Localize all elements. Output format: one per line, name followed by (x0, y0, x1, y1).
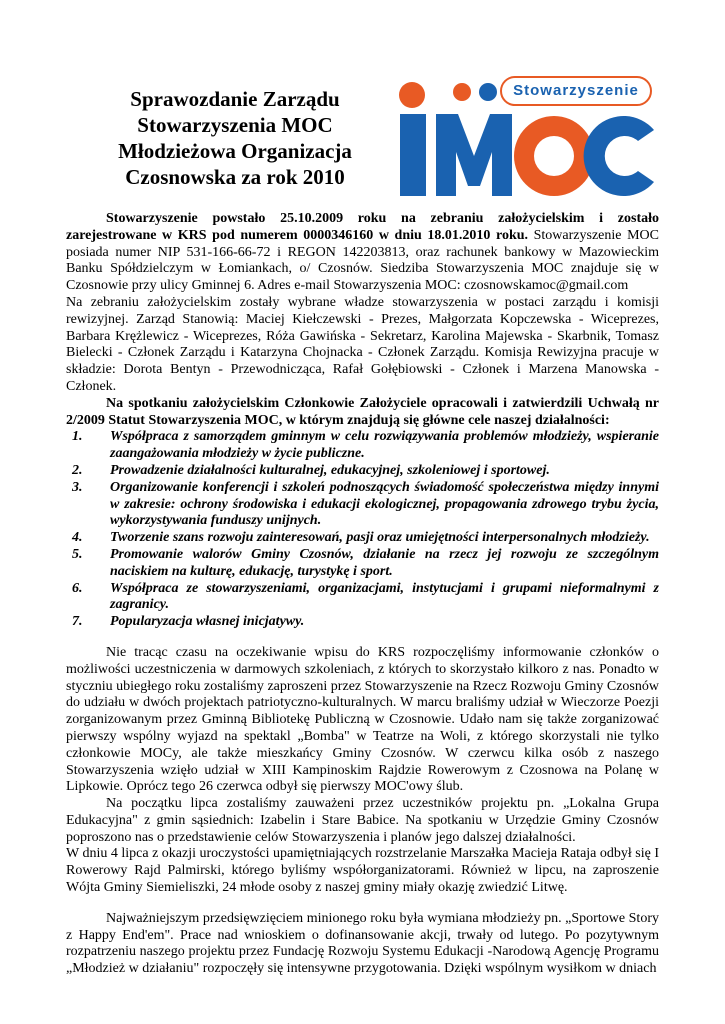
list-item (66, 581, 659, 615)
statute-intro-text: Na spotkaniu założycielskim Członkowie Założyciele opracowali i zatwierdzili Uchwałą nr 2/2009 Statut Stowarzyszenia MOC, w którym znajdują się główne cele naszej działalności: (66, 395, 659, 428)
goal-number: 7. (72, 614, 83, 630)
goal-number: 1. (72, 429, 83, 445)
list-item (66, 530, 659, 547)
intro-paragraph (66, 211, 659, 295)
goal-text: Promowanie walorów Gminy Czosnów, działanie na rzecz jej rozwoju ze szczególnym naciskiem na kulturę, edukację, turystykę i sport. (110, 546, 659, 579)
title-line: Sprawozdanie Zarządu (130, 87, 340, 111)
goal-text: Współpraca ze stowarzyszeniami, organizacjami, instytucjami i grupami nieformalnymi z zagranicy. (110, 580, 659, 613)
goal-text: Tworzenie szans rozwoju zainteresowań, pasji oraz umiejętności interpersonalnych młodzieży. (110, 530, 650, 546)
list-item (66, 614, 659, 631)
list-item (66, 547, 659, 581)
list-item (66, 480, 659, 530)
title-line: Stowarzyszenia MOC (137, 113, 333, 137)
title-line: Młodzieżowa Organizacja (118, 139, 352, 163)
logo-tag: Stowarzyszenie (500, 76, 652, 106)
exchange-paragraph: Najważniejszym przedsięwzięciem minionego roku była wymiana młodzieży pn. „Sportowe Story z Happy End'em". Prace nad wnioskiem o dofinansowanie akcji, trwały od lutego. Po pozytywnym rozpatrzeniu naszego projektu przez Fundację Rozwoju Systemu Edukacji -Narodową Agencję Programu „Młodzież w działaniu" rozpoczęły się intensywne przygotowania. Dzięki wspólnym wysiłkom w dniach (66, 910, 659, 977)
report-body (66, 211, 659, 978)
goal-text: Prowadzenie działalności kulturalnej, edukacyjnej, szkoleniowej i sportowej. (110, 462, 550, 478)
goal-text: Popularyzacja własnej inicjatywy. (110, 614, 305, 630)
moc-logo (396, 68, 658, 210)
goal-number: 2. (72, 462, 83, 478)
goal-number: 4. (72, 530, 83, 546)
list-item (66, 463, 659, 480)
list-item (66, 429, 659, 463)
title-line: Czosnowska za rok 2010 (125, 165, 345, 189)
intro-bold-lead: Stowarzyszenie powstało 25.10.2009 roku na zebraniu założycielskim i zostało zarejestrowane w KRS pod numerem 0000346160 w dniu 18.01.2010 roku. (66, 211, 659, 243)
board-paragraph: Na zebraniu założycielskim zostały wybrane władze stowarzyszenia w postaci zarządu i komisji rewizyjnej. Zarząd Stanowią: Maciej Kiełczewski - Prezes, Małgorzata Kopczewska - Wiceprezes, Barbara Krężlewicz - Wiceprezes, Róża Gawińska - Sekretarz, Karolina Majewska - Skarbnik, Tomasz Bielecki - Członek Zarządu i Katarzyna Chojnacka - Członek Zarządu. Komisja Rewizyjna pracuje w składzie: Dorota Bentyn - Przewodnicząca, Rafał Gołębiowski - Członek i Marzena Manowska - Członek. (66, 294, 659, 394)
statute-intro (66, 396, 659, 430)
goal-text: Współpraca z samorządem gminnym w celu rozwiązywania problemów młodzieży, wspieranie zaangażowania młodzieży w życie publiczne. (110, 429, 659, 462)
goal-number: 5. (72, 546, 83, 562)
july-paragraph: Na początku lipca zostaliśmy zauważeni przez uczestników projektu pn. „Lokalna Grupa Edukacyjna" z gmin sąsiednich: Izabelin i Stare Babice. Na spotkaniu w Urzędzie Gminy Czosnów poproszono nas o przedstawienie celów Stowarzyszenia i planów jego dalszej działalności. (66, 796, 659, 845)
page-title (80, 86, 390, 190)
goal-text: Organizowanie konferencji i szkoleń podnoszących świadomość społeczeństwa między innymi w zakresie: ochrony środowiska i edukacji ekologicznej, propagowania zdrowego trybu życia, wykorzystywania funduszy unijnych. (110, 479, 659, 529)
goal-number: 3. (72, 479, 83, 495)
goals-list (66, 429, 659, 631)
krs-paragraph: Nie tracąc czasu na oczekiwanie wpisu do KRS rozpoczęliśmy informowanie członków o możliwości uczestniczenia w darmowych szkoleniach, z których to skorzystało kilkoro z nas. Ponadto w styczniu ubiegłego roku zostaliśmy zaproszeni przez Stowarzyszenie na Rzecz Rozwoju Gminy Czosnów do udziału w dwóch projektach patriotyczno-kulturalnych. W marcu braliśmy udział w Wieczorze Poezji zorganizowanym przez Gminną Bibliotekę Publiczną w Czosnowie. Udało nam się także zorganizować pierwszy wspólny wyjazd na spektakl „Bomba" w Teatrze na Woli, z którego skorzystali nie tylko członkowie MOCy, ale także mieszkańcy Gminy Czosnów. W czerwcu kilka osób z naszego Stowarzyszenia wzięło udział w XIII Kampinoskim Rajdzie Rowerowym z Czosnowa na Polanę w Lipkowie. Oprócz tego 26 czerwca odbył się pierwszy MOC'owy ślub. (66, 644, 659, 795)
goal-number: 6. (72, 580, 83, 596)
intro-rest: Stowarzyszenie MOC posiada numer NIP 531-166-66-72 i REGON 142203813, oraz rachunek bankowy w Mazowieckim Banku Spółdzielczym w Łomiankach, o/ Czosnów. Siedziba Stowarzyszenia MOC znajduje się w Czosnowie przy ulicy Gminnej 6. Adres e-mail Stowarzyszenia MOC: czosnowskamoc@gmail.com (66, 227, 659, 294)
rally-paragraph: W dniu 4 lipca z okazji uroczystości upamiętniających rozstrzelanie Marszałka Macieja Rataja odbył się I Rowerowy Rajd Palmirski, którego byliśmy współorganizatorami. Również w lipcu, na zaproszenie Wójta Gminy Siemieliszki, 24 młode osoby z naszej gminy miały okazję zwiedzić Litwę. (66, 846, 659, 896)
